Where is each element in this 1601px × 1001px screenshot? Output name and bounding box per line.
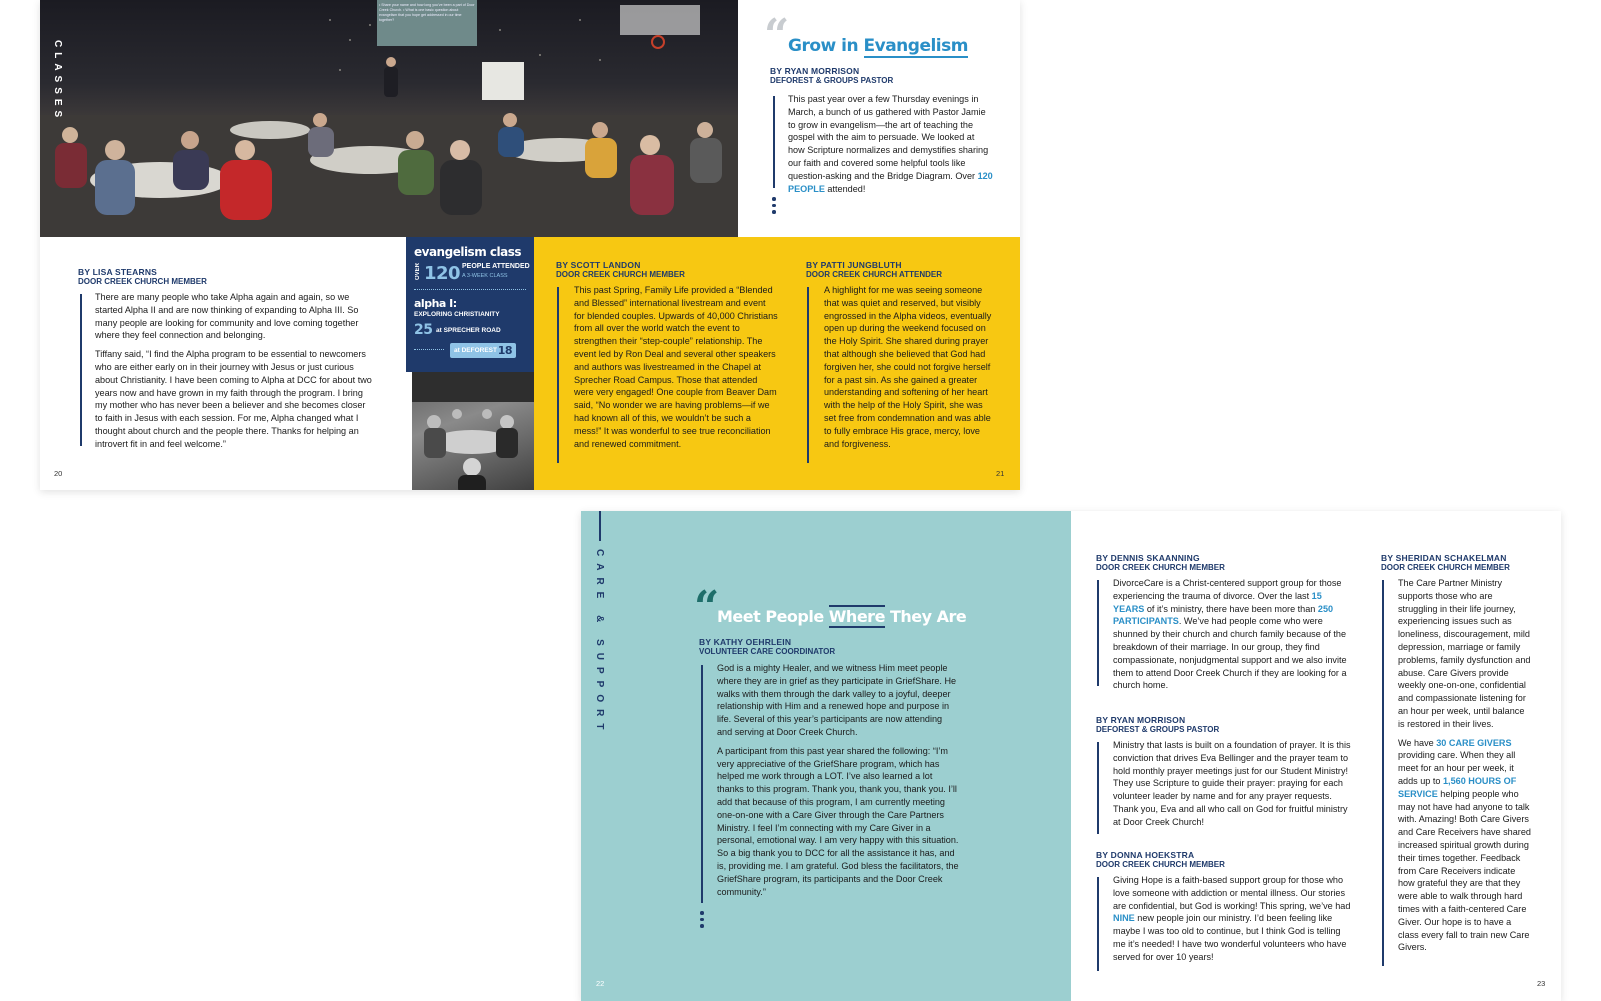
evangelism-class-photo [40,0,738,237]
ryan-rule [1097,742,1099,834]
alpha-at: at SPRECHER ROAD [436,327,501,334]
section-label-classes: CLASSES [52,40,63,123]
author-donna-title: DOOR CREEK CHURCH MEMBER [1096,860,1225,869]
page-number-20: 20 [54,469,63,478]
sheridan-rule [1382,580,1384,966]
col1-rule [80,294,82,446]
quote-mark-icon: “ [764,10,790,61]
kathy-text: God is a mighty Healer, and we witness Him meet people where they are in grief as they participate in GriefShare. He walks with them through the dark valley to a joyful, deeper relationship with Him and a renewed hope and purpose in life. Several of this year’s participants are now attending and serving at Door Creek Church. A participant from this past year shared the following: “I’m very appreciative of the GriefShare program, which has helped me work through a LOT. I’ve also learned a lot thanks to this program. Thank you, thank you, thank you. I’ll add that because of this program, I am currently meeting one-on-one with a Care Giver through the Care Partners Ministry. I feel I’m connecting with my Care Giver in a personal, emotional way. I am very happy with this situation. So a big thank you to DCC for all the assistance it has, and is, providing me. I am grateful. God bless the facilitators, the GriefShare program, its participants and the Door Creek community.” [717,663,959,897]
donna-rule [1097,877,1099,971]
section-label-care-support: CARE & SUPPORT [594,549,605,737]
page-number-23: 23 [1537,979,1546,988]
alpha-bw-photo [412,372,534,490]
col3-rule [807,287,809,463]
stats-number: 120 [424,263,461,284]
author-scott-title: DOOR CREEK CHURCH MEMBER [556,270,685,279]
spread-pages-22-23 [581,511,1561,1001]
alpha-deforest-badge: at DEFOREST 18 [450,343,516,358]
page-number-21: 21 [996,469,1005,478]
author-ryan-2: BY RYAN MORRISON [1096,715,1186,725]
stats-title: evangelism class [414,245,521,259]
intro-text: This past year over a few Thursday evenings in March, a bunch of us gathered with Pastor Jamie to grow in evangelism—the art of teaching the gospel with the aim to persuade. We looked at how Scripture normalizes and demystifies sharing our faith and covered some helpful tools like question-asking and the Bridge Diagram. Over 120 PEOPLE attended! [788,94,993,194]
stats-box [406,237,534,372]
alpha-number: 25 [414,322,433,338]
stats-dotted [414,349,444,350]
section-rule-top [599,511,601,541]
dots-ornament-teal [700,911,704,931]
author-scott: BY SCOTT LANDON [556,260,641,270]
patti-text: A highlight for me was seeing someone that was quiet and reserved, but visibly engrossed in the Alpha videos, eventually open up during the weekend focused on the Holy Spirit. She shared during prayer that although she believed that God had forgiven her, she could not forgive herself for a past sin. As she gained a greater understanding and softening of her heart with the help of the Holy Spirit, she was set free from condemnation and was able to fully embrace His grace, mercy, love and forgiveness. [824,285,992,449]
projector-text: • Share your name and how long you’ve been a part of Door Creek Church. • What is one basic question about evangelism that you hope get addressed in our time together? [379,3,475,22]
author-lisa: BY LISA STEARNS [78,267,158,277]
lisa-text: There are many people who take Alpha again and again, so we started Alpha II and are now thinking of expanding to Alpha III. So many people are looking for community and love coming together where they feel connection and belonging. Tiffany said, “I find the Alpha program to be essential to newcomers who are either early on in their journey with Jesus or just curious about Christianity. I have been coming to Alpha at DCC for about two years now and have grown in my faith through the program. I bring my mother who has never been a believer and she becomes closer to faith in Jesus with each session. For me, Alpha changed what I thought about church and the people there. Thanks for helping an introvert fit in and feel welcome.” [95,292,372,449]
alpha-sub: EXPLORING CHRISTIANITY [414,311,500,318]
stats-line1: PEOPLE ATTENDED [462,263,530,270]
stats-over: OVER [415,263,421,281]
dennis-rule [1097,580,1099,686]
author-patti-title: DOOR CREEK CHURCH ATTENDER [806,270,942,279]
author-ryan-2-title: DEFOREST & GROUPS PASTOR [1096,725,1220,734]
dots-ornament [772,197,776,217]
author-lisa-title: DOOR CREEK CHURCH MEMBER [78,277,207,286]
stats-line2: A 3-WEEK CLASS [462,273,508,279]
author-kathy: BY KATHY OEHRLEIN [699,637,792,647]
alpha-title: alpha I: [414,297,457,310]
headline-meet-people: Meet People Where They Are [717,607,967,626]
author-ryan-title: DEFOREST & GROUPS PASTOR [770,76,894,85]
bw-photo-illustration [412,372,534,490]
author-sheridan-title: DOOR CREEK CHURCH MEMBER [1381,563,1510,572]
author-dennis-title: DOOR CREEK CHURCH MEMBER [1096,563,1225,572]
author-kathy-title: VOLUNTEER CARE COORDINATOR [699,647,836,656]
scott-text: This past Spring, Family Life provided a “Blended and Blessed” international livestream and event for blended couples. Upwards of 40,000 Christians from all over the world watch the event to strengthen their “step-couple” relationship. The event led by Ron Deal and several other speakers and authors was livestreamed in the Chapel at Sprecher Road Campus. Those that attended were very engaged! One couple from Beaver Dam said, “No wonder we are having problems—if we had known all of this, we wouldn’t be such a mess!” It was wonderful to see true reconciliation and renewed commitment. [574,285,778,449]
spread-pages-20-21 [40,0,1020,490]
kathy-rule [701,665,703,903]
stats-divider [414,289,526,290]
donna-text: Giving Hope is a faith-based support group for those who love someone with addiction or mental illness. Our stories are confidential, but God is working! This spring, we’ve had NINE new people join our ministry. I’d been feeling like maybe I was too old to continue, but I think God is telling me it’s needed! I have two wonderful volunteers who have served for over 10 years! [1113,875,1351,962]
author-ryan: BY RYAN MORRISON [770,66,860,76]
author-patti: BY PATTI JUNGBLUTH [806,260,902,270]
col2-rule [557,287,559,463]
page-number-22: 22 [596,979,605,988]
ryan-text: Ministry that lasts is built on a foundation of prayer. It is this conviction that drives Eva Bellinger and the prayer team to hold monthly prayer meetings just for our Student Ministry! They use Scripture to guide their prayer: praying for each volunteer leader by name and for any prayer requests. Thank you, Eva and all who call on God for fruitful ministry at Door Creek Church! [1113,740,1351,827]
headline-grow-in-evangelism: Grow in Evangelism [788,36,968,56]
author-donna: BY DONNA HOEKSTRA [1096,850,1195,860]
author-dennis: BY DENNIS SKAANNING [1096,553,1200,563]
quote-rule [773,96,775,188]
sheridan-text: The Care Partner Ministry supports those who are struggling in their life journey, experiencing issues such as loneliness, discouragement, mild depression, marriage or family problems, family dysfunction and abuse. Care Givers provide weekly one-on-one, confidential and compassionate listening for an hour per week, until balance is restored in their lives. We have 30 CARE GIVERS providing care. When they all meet for an hour per week, it adds up to 1,560 HOURS OF SERVICE helping people who may not have had anyone to talk with. Amazing! Both Care Givers and Care Receivers have shared increased spiritual growth during their times together. Feedback from Care Receivers indicate how grateful they are that they were able to walk through hard times with a faith-centered Care Giver. Our hope is to have a class every fall to train new Care Givers. [1398,578,1531,953]
dennis-text: DivorceCare is a Christ-centered support group for those experiencing the trauma of divorce. Over the last 15 YEARS of it’s ministry, there have been more than 250 PARTICIPANTS. We’ve had people come who were shunned by their church and church family because of the breakdown of their marriage. In our group, they find compassionate, nonjudgmental support and we also invite them to attend Door Creek Church if they are looking for a church home. [1113,578,1347,691]
quote-mark-teal-icon: “ [694,582,720,633]
author-sheridan: BY SHERIDAN SCHAKELMAN [1381,553,1507,563]
